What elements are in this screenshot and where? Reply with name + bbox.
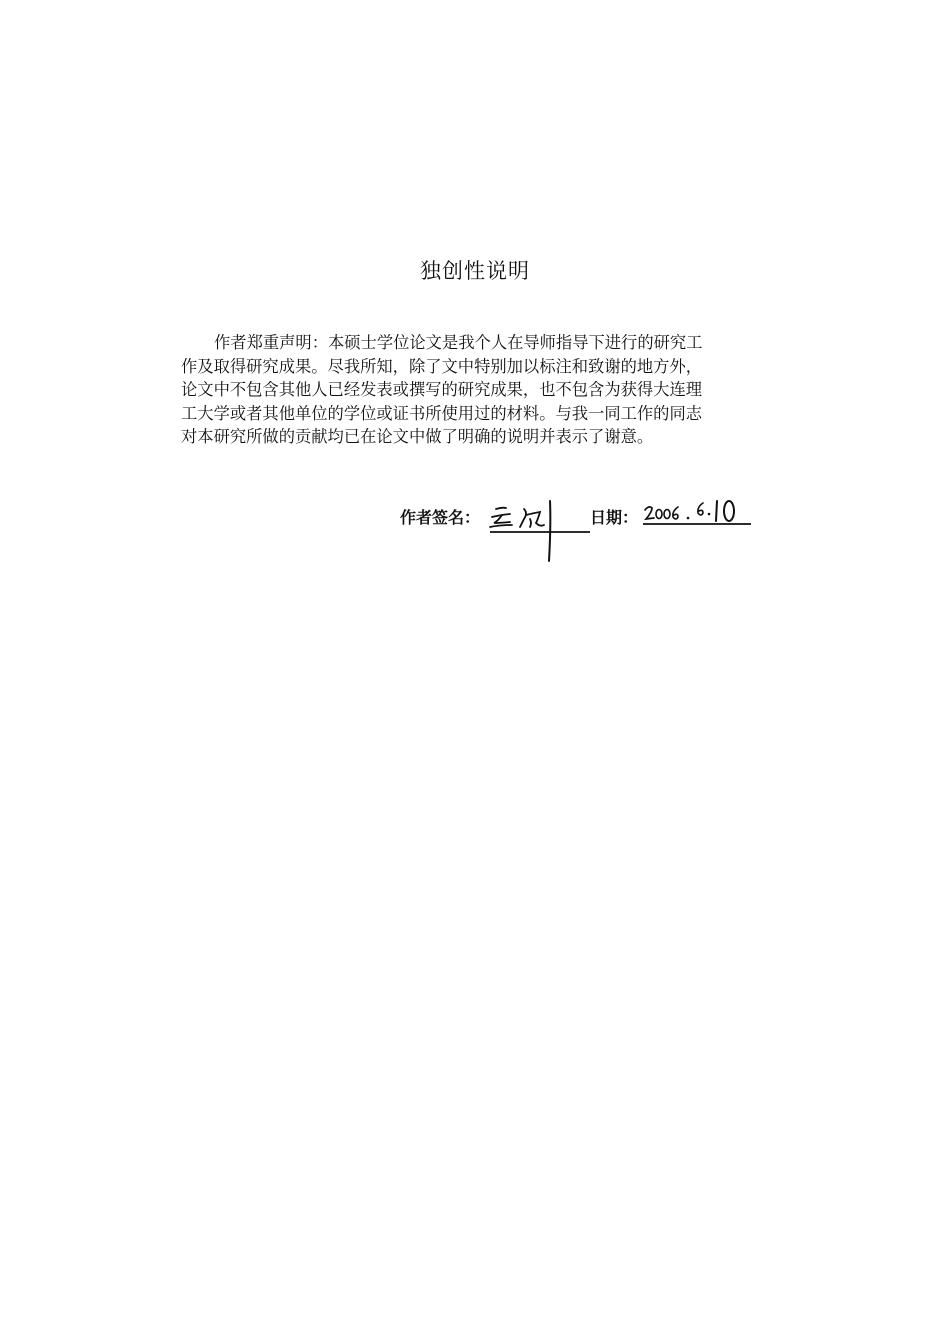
signature-row (400, 505, 760, 575)
date-label: 日期： (590, 508, 639, 527)
paragraph-line: 工大学或者其他单位的学位或证书所使用过的材料。与我一同工作的同志 (181, 403, 703, 423)
declaration-paragraph (181, 331, 771, 449)
signature-label: 作者签名： (400, 508, 481, 527)
handwritten-signature (484, 495, 596, 567)
paragraph-line: 作者郑重声明：本硕士学位论文是我个人在导师指导下进行的研究工 (214, 333, 703, 352)
handwritten-date (643, 497, 753, 533)
paragraph-line: 对本研究所做的贡献均已在论文中做了明确的说明并表示了谢意。 (181, 427, 654, 447)
page-title: 独创性说明 (420, 259, 530, 283)
paragraph-line: 作及取得研究成果。尽我所知，除了文中特别加以标注和致谢的地方外， (181, 356, 703, 376)
paragraph-line: 论文中不包含其他人已经发表或撰写的研究成果，也不包含为获得大连理 (181, 380, 703, 400)
